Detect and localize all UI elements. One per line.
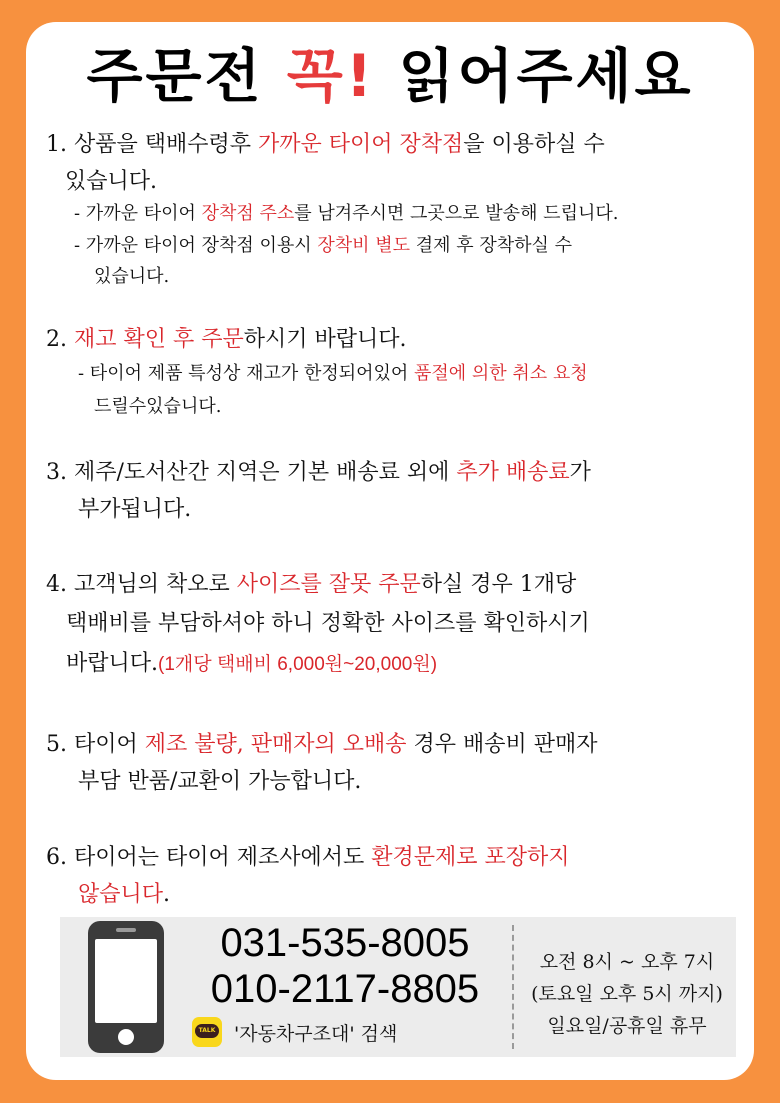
smartphone-icon	[88, 921, 164, 1053]
item-6-line-2: 않습니다.	[78, 882, 171, 907]
shipping-fee-note: (1개당 택배비 6,000원~20,000원)	[158, 654, 438, 675]
item-5-line-1: 5. 타이어 제조 불량, 판매자의 오배송 경우 배송비 판매자	[46, 732, 598, 757]
contact-box	[60, 917, 736, 1057]
item-3-line-2: 부가됩니다.	[78, 497, 192, 522]
phone-number-2[interactable]: 010-2117-8805	[210, 967, 480, 1011]
item-3-line-1: 3. 제주/도서산간 지역은 기본 배송료 외에 추가 배송료가	[46, 460, 591, 485]
item-1-line-2: 있습니다.	[65, 169, 158, 194]
kakao-search-text: '자동차구조대' 검색	[234, 1023, 398, 1045]
item-1-sub-1: - 가까운 타이어 장착점 주소를 남겨주시면 그곳으로 발송해 드립니다.	[74, 203, 619, 224]
item-5-line-2: 부담 반품/교환이 가능합니다.	[78, 769, 362, 794]
business-hours-holiday: 일요일/공휴일 휴무	[547, 1015, 707, 1037]
phone-number-1[interactable]: 031-535-8005	[220, 921, 470, 965]
page-title	[26, 36, 754, 116]
item-1-sub-3: 있습니다.	[94, 266, 170, 287]
item-4-line-3: 바랍니다.(1개당 택배비 6,000원~20,000원)	[66, 651, 438, 676]
business-hours-weekday: 오전 8시 ~ 오후 7시	[539, 951, 715, 973]
contact-divider	[512, 925, 514, 1049]
item-6-line-1: 6. 타이어는 타이어 제조사에서도 환경문제로 포장하지	[46, 845, 570, 870]
item-4-line-2: 택배비를 부담하셔야 하니 정확한 사이즈를 확인하시기	[66, 611, 590, 636]
title-part2: 읽어주세요	[375, 42, 694, 110]
item-2-line-1: 2. 재고 확인 후 주문하시기 바랍니다.	[46, 327, 407, 352]
business-hours-saturday: (토요일 오후 5시 까지)	[531, 983, 723, 1005]
title-highlight: 꼭!	[286, 42, 376, 110]
item-2-sub-2: 드릴수있습니다.	[94, 396, 222, 417]
notice-panel	[26, 22, 754, 1080]
item-1-line-1: 1. 상품을 택배수령후 가까운 타이어 장착점을 이용하실 수	[46, 132, 605, 157]
item-1-sub-2: - 가까운 타이어 장착점 이용시 장착비 별도 결제 후 장착하실 수	[74, 235, 573, 256]
item-4-line-1: 4. 고객님의 착오로 사이즈를 잘못 주문하실 경우 1개당	[46, 572, 577, 597]
title-part1: 주문전	[86, 42, 287, 110]
kakaotalk-icon: TALK	[192, 1017, 222, 1047]
item-2-sub-1: - 타이어 제품 특성상 재고가 한정되어있어 품절에 의한 취소 요청	[78, 363, 588, 384]
